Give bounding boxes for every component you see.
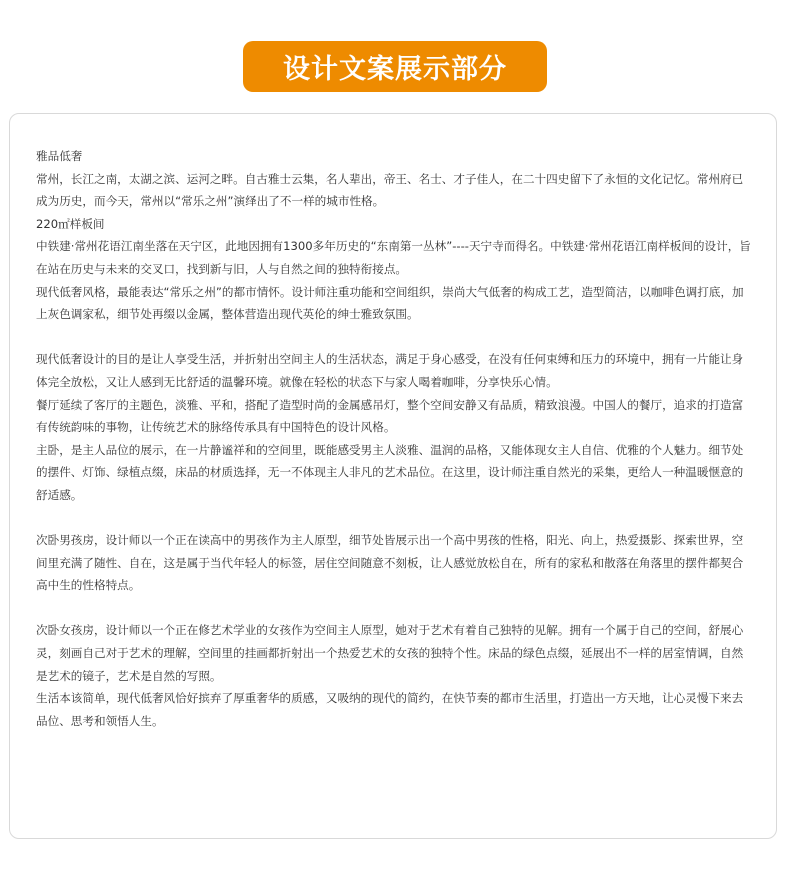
article-heading: 雅品低奢 <box>36 149 83 163</box>
paragraph-boy-room: 次卧男孩房，设计师以一个正在读高中的男孩作为主人原型，细节处皆展示出一个高中男孩的性格，阳光、向上，热爱摄影、探索世界，空间里充满了随性、自在，这是属于当代年轻人的标签，居住空间随意不刻板，让人感觉放松自在，所有的家私和散落在角落里的摆件都契合高中生的性格特点。 <box>36 533 744 593</box>
section-title-banner <box>243 41 547 92</box>
area-label: 220㎡样板间 <box>36 216 105 231</box>
paragraph-gap <box>36 326 754 349</box>
article-body <box>36 145 754 732</box>
paragraph-project: 中铁建·常州花语江南坐落在天宁区，此地因拥有1300多年历史的“东南第一丛林”----天宁寺而得名。中铁建·常州花语江南样板间的设计，旨在站在历史与未来的交叉口，找到新与旧，人与自然之间的独特衔接点。 <box>36 239 751 276</box>
paragraph-living: 现代低奢设计的目的是让人享受生活，并折射出空间主人的生活状态，满足于身心感受，在没有任何束缚和压力的环境中，拥有一片能让身体完全放松，又让人感到无比舒适的温馨环境。就像在轻松的状态下与家人喝着咖啡，分享快乐心情。 <box>36 352 744 389</box>
content-card <box>9 113 777 839</box>
paragraph-conclusion: 生活本该简单，现代低奢风恰好摈弃了厚重奢华的质感，又吸纳的现代的简约，在快节奏的都市生活里，打造出一方天地，让心灵慢下来去品位、思考和领悟人生。 <box>36 691 744 728</box>
paragraph-gap <box>36 507 754 530</box>
paragraph-girl-room: 次卧女孩房，设计师以一个正在修艺术学业的女孩作为空间主人原型，她对于艺术有着自己独特的见解。拥有一个属于自己的空间，舒展心灵，刻画自己对于艺术的理解，空间里的挂画都折射出一个热爱艺术的女孩的独特个性。床品的绿色点缀，延展出不一样的居室情调，自然是艺术的镜子，艺术是自然的写照。 <box>36 623 744 683</box>
paragraph-dining: 餐厅延续了客厅的主题色，淡雅、平和，搭配了造型时尚的金属感吊灯，整个空间安静又有品质，精致浪漫。中国人的餐厅，追求的打造富有传统韵味的事物，让传统艺术的脉络传承具有中国特色的设计风格。 <box>36 397 744 435</box>
paragraph-intro: 常州，长江之南，太湖之滨、运河之畔。自古雅士云集，名人辈出，帝王、名士、才子佳人，在二十四史留下了永恒的文化记忆。常州府已成为历史，而今天，常州以“常乐之州”演绎出了不一样的城市性格。 <box>36 171 744 209</box>
section-title: 设计文案展示部分 <box>283 54 507 85</box>
paragraph-style: 现代低奢风格，最能表达“常乐之州”的都市情怀。设计师注重功能和空间组织，崇尚大气低奢的构成工艺，造型简洁，以咖啡色调打底，加上灰色调家私，细节处再缀以金属，整体营造出现代英伦的绅士雅致氛围。 <box>36 284 744 322</box>
paragraph-master-bedroom: 主卧，是主人品位的展示，在一片静谧祥和的空间里，既能感受男主人淡雅、温润的品格，又能体现女主人自信、优雅的个人魅力。细节处的摆件、灯饰、绿植点缀，床品的材质选择，无一不体现主人非凡的艺术品位。在这里，设计师注重自然光的采集，更给人一种温暖惬意的舒适感。 <box>36 442 744 502</box>
paragraph-gap <box>36 597 754 620</box>
